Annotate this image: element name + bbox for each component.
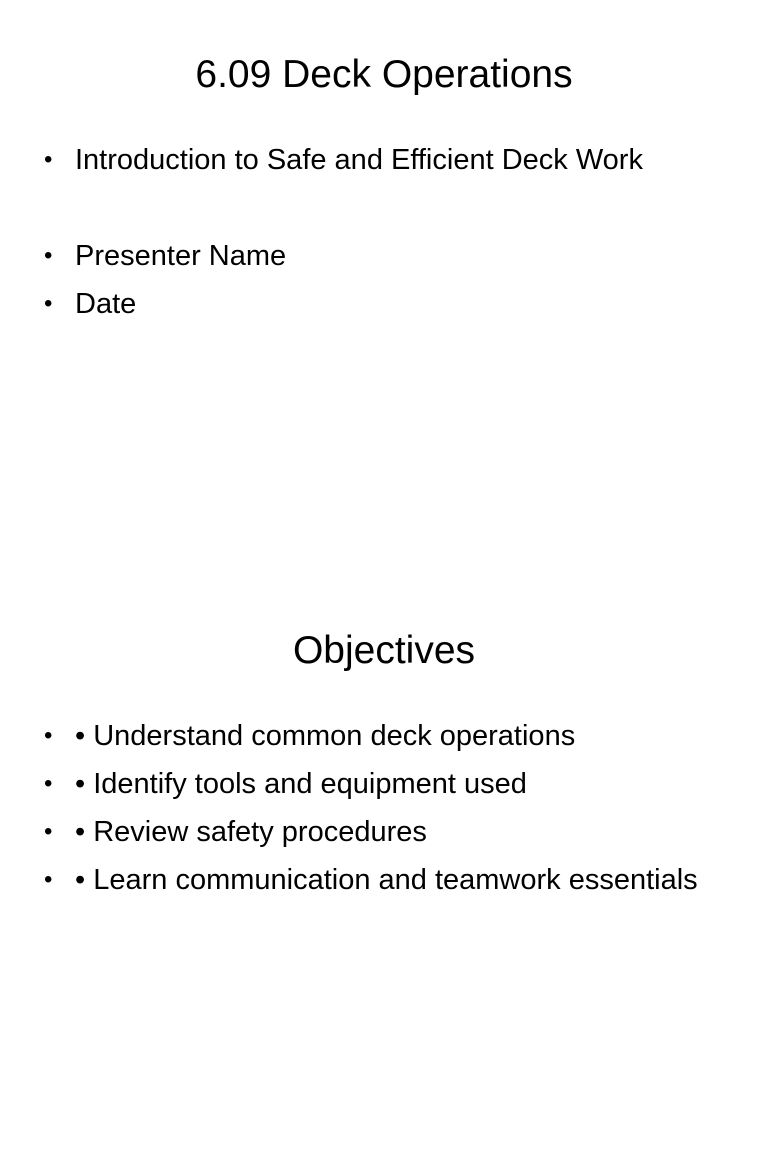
slide-title: Objectives xyxy=(292,629,476,672)
bullet-list xyxy=(0,141,768,333)
bullet-text: • Understand common deck operations xyxy=(75,720,576,752)
bullet-dot-icon: • xyxy=(44,146,53,173)
bullet-item-objective xyxy=(0,765,768,803)
bullet-text: Date xyxy=(75,288,137,320)
slide-title: 6.09 Deck Operations xyxy=(195,53,573,96)
bullet-item-date xyxy=(0,285,768,323)
bullet-dot-icon: • xyxy=(44,770,53,797)
bullet-item-objective xyxy=(0,813,768,851)
bullet-dot-icon: • xyxy=(44,818,53,845)
bullet-dot-icon: • xyxy=(44,242,53,269)
bullet-list xyxy=(0,717,768,909)
bullet-item-objective xyxy=(0,717,768,755)
bullet-dot-icon: • xyxy=(44,290,53,317)
bullet-item-presenter xyxy=(0,237,768,275)
bullet-text: • Identify tools and equipment used xyxy=(75,768,527,800)
bullet-text: • Learn communication and teamwork essentials xyxy=(75,864,698,896)
bullet-item-objective xyxy=(0,861,768,899)
bullet-spacer xyxy=(0,189,768,237)
slide-objectives xyxy=(0,576,768,1152)
bullet-item-subtitle xyxy=(0,141,768,179)
bullet-dot-icon: • xyxy=(44,866,53,893)
bullet-text: • Review safety procedures xyxy=(75,816,427,848)
bullet-text: Presenter Name xyxy=(75,240,287,272)
bullet-text: Introduction to Safe and Efficient Deck Work xyxy=(75,144,643,176)
bullet-dot-icon: • xyxy=(44,722,53,749)
